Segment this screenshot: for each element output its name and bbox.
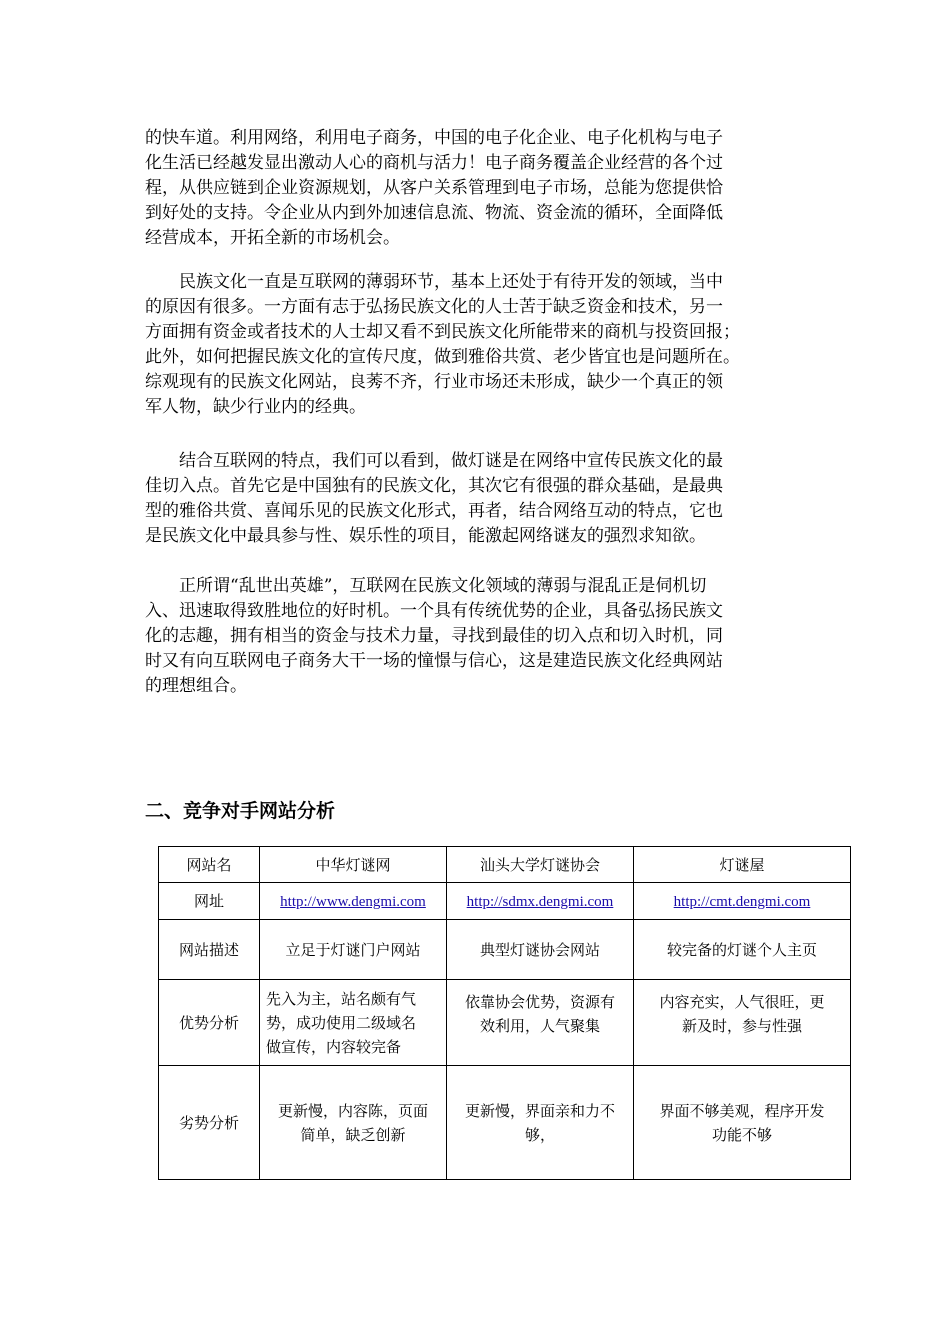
site-url-link[interactable]: http://sdmx.dengmi.com [466,893,614,910]
table-cell-url [634,883,851,920]
paragraph-line: 综观现有的民族文化网站，良莠不齐，行业市场还未形成，缺少一个真正的领 [145,372,723,392]
cell-line: 够， [524,1125,555,1144]
table-cell-strength [634,980,851,1066]
table-cell-site-name: 汕头大学灯谜协会 [447,847,634,883]
paragraph-line: 化生活已经越发显出激动人心的商机与活力！电子商务覆盖企业经营的各个过 [145,153,723,173]
paragraph-line: 时又有向互联网电子商务大干一场的憧憬与信心，这是建造民族文化经典网站 [145,651,723,671]
paragraph-ethnic-culture [145,270,815,420]
cell-line: 内容充实，人气很旺，更 [659,993,825,1011]
paragraph-line: 型的雅俗共赏、喜闻乐见的民族文化形式，再者，结合网络互动的特点，它也 [145,501,723,521]
paragraph-line: 的原因有很多。一方面有志于弘扬民族文化的人士苦于缺乏资金和技术，另一 [145,297,723,317]
table-cell-weakness [634,1066,851,1180]
site-url-link[interactable]: http://www.dengmi.com [280,893,426,910]
section-heading: 二、竞争对手网站分析 [145,800,336,822]
paragraph-line: 的快车道。利用网络，利用电子商务，中国的电子化企业、电子化机构与电子 [145,128,723,148]
cell-line: 势，成功使用二级域名 [266,1013,417,1032]
table-cell-row-label: 网址 [159,883,260,920]
paragraph-opportunity [145,574,815,699]
paragraph-line: 程，从供应链到企业资源规划，从客户关系管理到电子市场，总能为您提供恰 [145,178,723,198]
table-cell-weakness [447,1066,634,1180]
paragraph-line: 入、迅速取得致胜地位的好时机。一个具有传统优势的企业，具备弘扬民族文 [145,601,723,621]
cell-line: 简单，缺乏创新 [300,1125,406,1144]
table-row-strengths [159,980,851,1066]
cell-line: 界面不够美观，程序开发 [659,1101,825,1120]
cell-line: 依靠协会优势，资源有 [464,993,615,1011]
site-url-link[interactable]: http://cmt.dengmi.com [673,893,811,910]
cell-line: 新及时，参与性强 [681,1017,802,1035]
cell-line: 更新慢，内容陈，页面 [277,1101,428,1120]
paragraph-line: 结合互联网的特点，我们可以看到，做灯谜是在网络中宣传民族文化的最 [145,451,723,471]
table-row-description [159,920,851,980]
paragraph-line: 此外，如何把握民族文化的宣传尺度，做到雅俗共赏、老少皆宜也是问题所在。 [145,347,740,367]
table-cell-weakness [260,1066,447,1180]
table-row-header [159,847,851,883]
paragraph-line: 佳切入点。首先它是中国独有的民族文化，其次它有很强的群众基础，是最典 [145,476,723,496]
competitor-table [158,846,851,1180]
table-cell-row-label: 网站名 [159,847,260,883]
paragraph-riddles [145,449,815,549]
paragraph-line: 军人物，缺少行业内的经典。 [145,397,366,417]
cell-line: 先入为主，站名颇有气 [266,989,417,1008]
table-cell-row-label: 优势分析 [159,980,260,1066]
cell-line: 效利用，人气聚集 [479,1017,600,1035]
table-row-weaknesses [159,1066,851,1180]
table-cell-description: 典型灯谜协会网站 [447,920,634,980]
cell-line: 更新慢，界面亲和力不 [464,1101,615,1120]
paragraph-line: 正所谓“乱世出英雄”，互联网在民族文化领域的薄弱与混乱正是伺机切 [145,576,707,596]
table-cell-url [447,883,634,920]
paragraph-line: 到好处的支持。令企业从内到外加速信息流、物流、资金流的循环，全面降低 [145,203,723,223]
table-cell-description: 立足于灯谜门户网站 [260,920,447,980]
table-cell-site-name: 中华灯谜网 [260,847,447,883]
paragraph-line: 经营成本，开拓全新的市场机会。 [145,228,400,248]
table-cell-description: 较完备的灯谜个人主页 [634,920,851,980]
paragraph-line: 民族文化一直是互联网的薄弱环节，基本上还处于有待开发的领域，当中 [145,272,723,292]
paragraph-ecommerce [145,126,815,251]
paragraph-line: 是民族文化中最具参与性、娱乐性的项目，能激起网络谜友的强烈求知欲。 [145,526,706,546]
table-row-url [159,883,851,920]
table-cell-site-name: 灯谜屋 [634,847,851,883]
paragraph-line: 化的志趣，拥有相当的资金与技术力量，寻找到最佳的切入点和切入时机，同 [145,626,723,646]
cell-line: 做宣传，内容较完备 [266,1037,402,1056]
table-cell-strength [447,980,634,1066]
table-cell-row-label: 劣势分析 [159,1066,260,1180]
cell-line: 功能不够 [711,1125,772,1144]
table-cell-strength [260,980,447,1066]
table-cell-row-label: 网站描述 [159,920,260,980]
table-cell-url [260,883,447,920]
paragraph-line: 方面拥有资金或者技术的人士却又看不到民族文化所能带来的商机与投资回报； [145,322,740,342]
paragraph-line: 的理想组合。 [145,676,247,696]
